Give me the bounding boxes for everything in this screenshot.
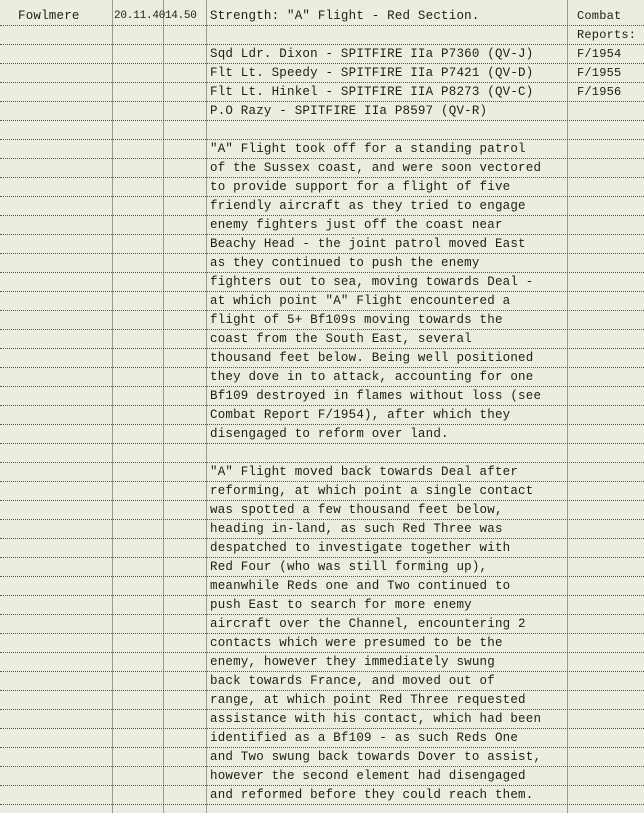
- narrative-line: "A" Flight moved back towards Deal after: [210, 465, 519, 479]
- narrative-line: to provide support for a flight of five: [210, 180, 511, 194]
- pilot-row: [0, 102, 644, 121]
- narrative-row: [0, 748, 644, 767]
- narrative-line: and reformed before they could reach them.: [210, 788, 534, 802]
- narrative-row: [0, 463, 644, 482]
- narrative-line: heading in-land, as such Red Three was: [210, 522, 503, 536]
- narrative-line: they dove in to attack, accounting for one: [210, 370, 534, 384]
- narrative-line: friendly aircraft as they tried to engage: [210, 199, 526, 213]
- narrative-row: [0, 786, 644, 805]
- narrative-row: [0, 710, 644, 729]
- narrative-row: [0, 349, 644, 368]
- narrative-row: [0, 577, 644, 596]
- combat-report-ref: F/1954: [577, 47, 622, 61]
- combat-report-ref: F/1955: [577, 66, 622, 80]
- narrative-line: "A" Flight took off for a standing patrol: [210, 142, 526, 156]
- reports-label: Reports:: [577, 28, 637, 42]
- narrative-row: [0, 216, 644, 235]
- narrative-line: of the Sussex coast, and were soon vectored: [210, 161, 542, 175]
- narrative-line: disengaged to reform over land.: [210, 427, 449, 441]
- narrative-row: [0, 615, 644, 634]
- reports-label: Combat: [577, 9, 622, 23]
- narrative-row: [0, 368, 644, 387]
- pilot-row: [0, 45, 644, 64]
- narrative-line: meanwhile Reds one and Two continued to: [210, 579, 511, 593]
- narrative-line: fighters out to sea, moving towards Deal -: [210, 275, 534, 289]
- narrative-row: [0, 596, 644, 615]
- narrative-row: [0, 691, 644, 710]
- record-row: [0, 26, 644, 45]
- narrative-line: Combat Report F/1954), after which they: [210, 408, 511, 422]
- narrative-line: however the second element had disengaged: [210, 769, 526, 783]
- narrative-row: [0, 387, 644, 406]
- narrative-line: push East to search for more enemy: [210, 598, 472, 612]
- narrative-row: [0, 767, 644, 786]
- pilot-row: [0, 83, 644, 102]
- pilot-entry: Flt Lt. Speedy - SPITFIRE IIa P7421 (QV-D): [210, 66, 534, 80]
- narrative-line: as they continued to push the enemy: [210, 256, 480, 270]
- narrative-row: [0, 482, 644, 501]
- narrative-row: [0, 330, 644, 349]
- blank-row: [0, 444, 644, 463]
- record-header-row: [0, 7, 644, 26]
- narrative-line: was spotted a few thousand feet below,: [210, 503, 503, 517]
- narrative-row: [0, 311, 644, 330]
- narrative-row: [0, 558, 644, 577]
- narrative-line: enemy, however they immediately swung: [210, 655, 495, 669]
- narrative-row: [0, 140, 644, 159]
- narrative-row: [0, 729, 644, 748]
- narrative-line: reforming, at which point a single contact: [210, 484, 534, 498]
- narrative-line: coast from the South East, several: [210, 332, 472, 346]
- pilot-entry: P.O Razy - SPITFIRE IIa P8597 (QV-R): [210, 104, 488, 118]
- narrative-row: [0, 653, 644, 672]
- narrative-line: at which point "A" Flight encountered a: [210, 294, 511, 308]
- pilot-entry: Flt Lt. Hinkel - SPITFIRE IIA P8273 (QV-C): [210, 85, 534, 99]
- place-cell: Fowlmere: [18, 9, 80, 23]
- narrative-line: identified as a Bf109 - as such Reds One: [210, 731, 519, 745]
- narrative-line: flight of 5+ Bf109s moving towards the: [210, 313, 503, 327]
- narrative-row: [0, 672, 644, 691]
- strength-heading: Strength: "A" Flight - Red Section.: [210, 9, 480, 23]
- narrative-row: [0, 235, 644, 254]
- narrative-line: back towards France, and moved out of: [210, 674, 495, 688]
- combat-report-ref: F/1956: [577, 85, 622, 99]
- narrative-row: [0, 159, 644, 178]
- narrative-line: aircraft over the Channel, encountering 2: [210, 617, 526, 631]
- narrative-line: Beachy Head - the joint patrol moved East: [210, 237, 526, 251]
- blank-row: [0, 121, 644, 140]
- narrative-row: [0, 292, 644, 311]
- narrative-line: contacts which were presumed to be the: [210, 636, 503, 650]
- narrative-line: assistance with his contact, which had been: [210, 712, 542, 726]
- narrative-row: [0, 539, 644, 558]
- narrative-line: Red Four (who was still forming up),: [210, 560, 488, 574]
- narrative-line: range, at which point Red Three requested: [210, 693, 526, 707]
- narrative-line: thousand feet below. Being well positioned: [210, 351, 534, 365]
- narrative-line: despatched to investigate together with: [210, 541, 511, 555]
- narrative-row: [0, 178, 644, 197]
- narrative-line: and Two swung back towards Dover to assist,: [210, 750, 542, 764]
- narrative-row: [0, 501, 644, 520]
- pilot-entry: Sqd Ldr. Dixon - SPITFIRE IIa P7360 (QV-J): [210, 47, 534, 61]
- narrative-row: [0, 254, 644, 273]
- narrative-row: [0, 273, 644, 292]
- time-cell: 14.50: [165, 10, 197, 22]
- narrative-row: [0, 406, 644, 425]
- date-cell: 20.11.40: [114, 10, 166, 22]
- narrative-row: [0, 520, 644, 539]
- narrative-row: [0, 425, 644, 444]
- narrative-line: Bf109 destroyed in flames without loss (see: [210, 389, 542, 403]
- narrative-row: [0, 634, 644, 653]
- narrative-row: [0, 197, 644, 216]
- pilot-row: [0, 64, 644, 83]
- narrative-line: enemy fighters just off the coast near: [210, 218, 503, 232]
